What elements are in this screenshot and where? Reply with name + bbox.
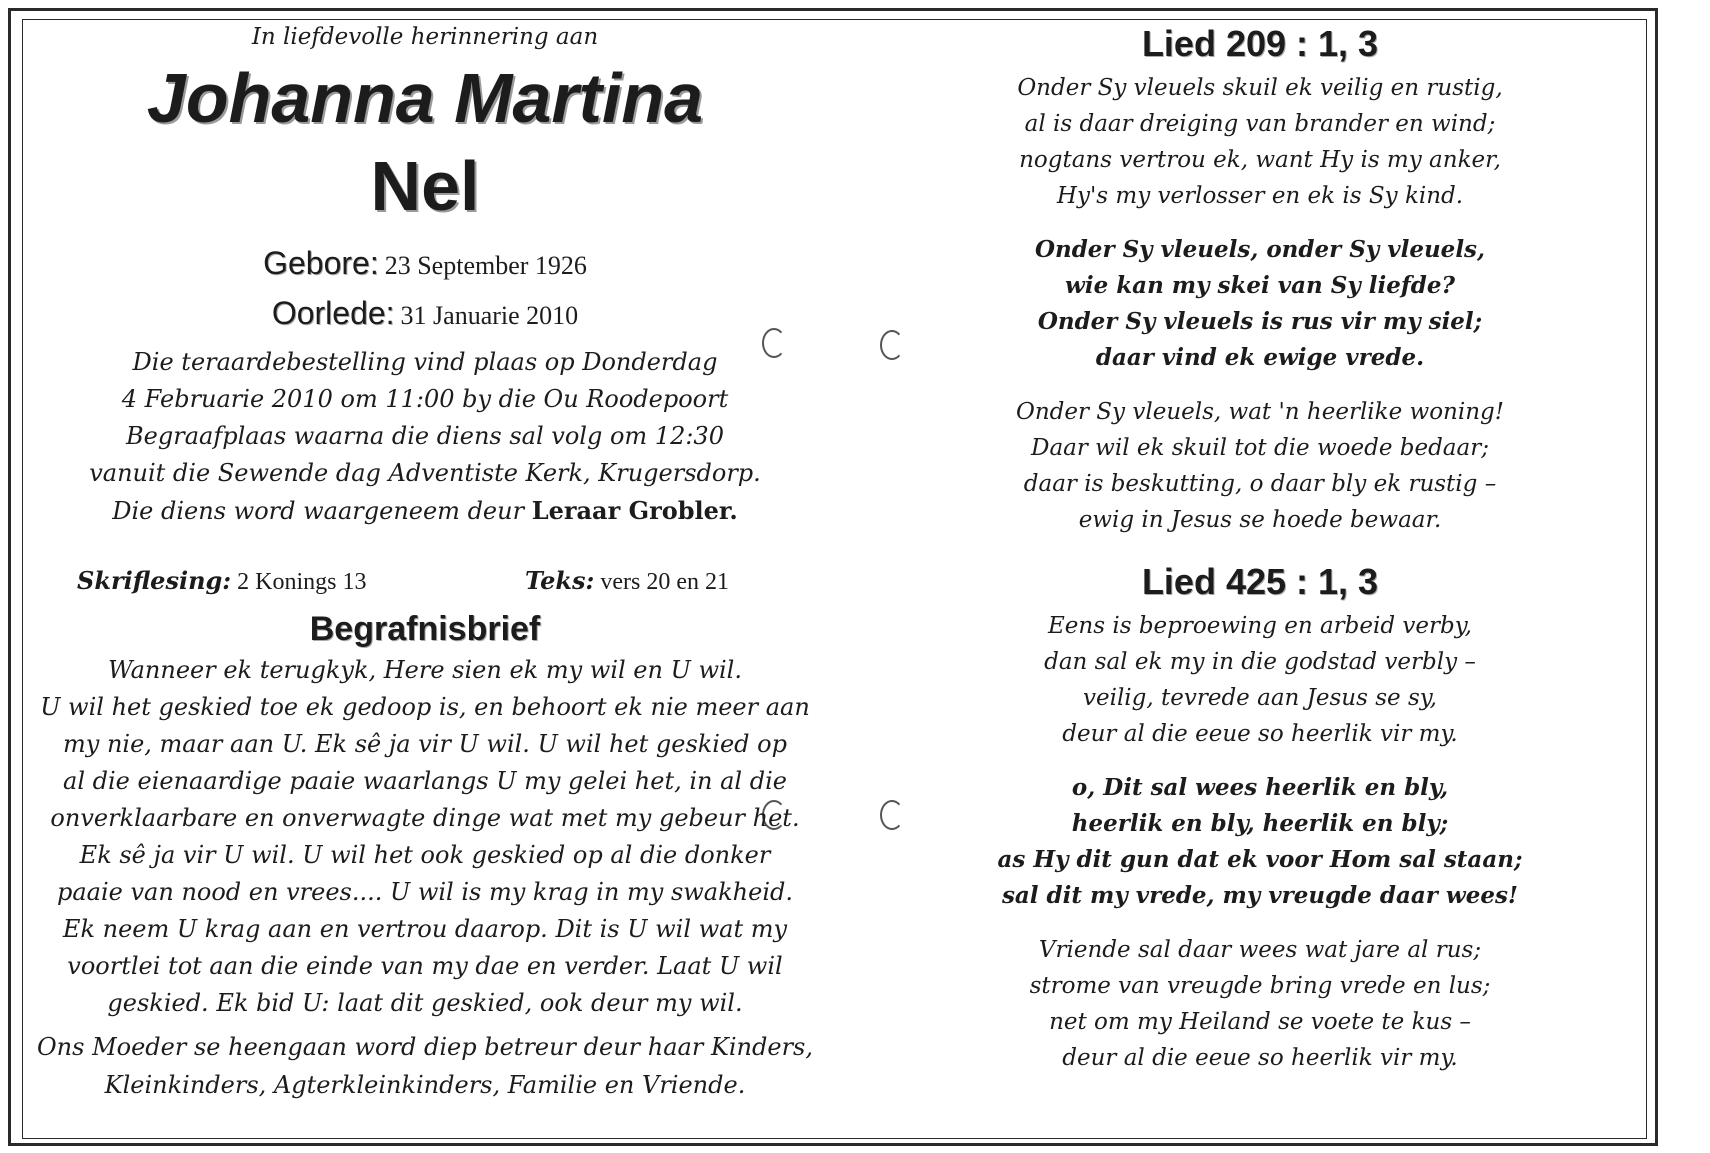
chorus-line: Onder Sy vleuels, onder Sy vleuels, — [1034, 236, 1486, 263]
letter-heading: Begrafnisbrief — [309, 610, 541, 648]
life-dates — [30, 238, 820, 338]
verse-line: strome van vreugde bring vrede en lus; — [1029, 973, 1491, 999]
letter-body — [30, 652, 820, 1022]
hymn-209 — [950, 18, 1570, 538]
chorus-line: o, Dit sal wees heerlik en bly, — [1071, 774, 1449, 801]
hymn-title: Lied 425 : 1, 3 — [1141, 561, 1379, 602]
readings — [30, 566, 820, 606]
verse-line: Eens is beproewing en arbeid verby, — [1048, 613, 1472, 639]
born-date: 23 September 1926 — [384, 251, 587, 280]
letter-line: paaie van nood en vrees.... U wil is my krag in my swakheid. — [57, 878, 793, 906]
chorus-line: sal dit my vrede, my vreugde daar wees! — [1001, 882, 1519, 909]
died-label: Oorlede: — [271, 295, 395, 331]
verse-line: net om my Heiland se voete te kus – — [1049, 1009, 1471, 1035]
service-line: 4 Februarie 2010 om 11:00 by die Ou Roodepoort — [121, 385, 729, 413]
verse-line: al is daar dreiging van brander en wind; — [1024, 111, 1496, 137]
closing-line: Kleinkinders, Agterkleinkinders, Familie en Vriende. — [104, 1071, 746, 1099]
letter-line: Ek sê ja vir U wil. U wil het ook geskied op al die donker — [79, 841, 771, 869]
deceased-surname: Nel — [370, 147, 480, 225]
scripture-value: 2 Konings 13 — [237, 569, 367, 595]
chorus-line: as Hy dit gun dat ek voor Hom sal staan; — [997, 846, 1523, 873]
hymn-chorus — [950, 232, 1570, 376]
letter-line: onverklaarbare en onverwagte dinge wat met my gebeur het. — [50, 804, 800, 832]
verse-line: daar is beskutting, o daar bly ek rustig – — [1023, 471, 1497, 497]
verse-line: ewig in Jesus se hoede bewaar. — [1078, 507, 1442, 533]
hymn-title: Lied 209 : 1, 3 — [1141, 23, 1379, 64]
letter-line: geskied. Ek bid U: laat dit geskied, ook deur my wil. — [107, 989, 743, 1017]
scripture-label: Skriflesing: — [77, 566, 232, 595]
verse-line: Vriende sal daar wees wat jare al rus; — [1038, 937, 1482, 963]
officiant-name: Leraar Grobler. — [531, 496, 738, 525]
verse-line: veilig, tevrede aan Jesus se sy, — [1082, 685, 1437, 711]
chorus-line: wie kan my skei van Sy liefde? — [1065, 272, 1455, 299]
deceased-first-names: Johanna Martina — [146, 59, 704, 137]
letter-line: voortlei tot aan die einde van my dae en verder. Laat U wil — [67, 952, 783, 980]
chorus-line: daar vind ek ewige vrede. — [1095, 344, 1425, 371]
officiated-prefix: Die diens word waargeneem deur — [112, 497, 525, 525]
verse-line: Onder Sy vleuels skuil ek veilig en rustig, — [1017, 75, 1503, 101]
hymn-stanza — [950, 70, 1570, 214]
service-line: Begraafplaas waarna die diens sal volg om 12:30 — [126, 422, 724, 450]
service-line: Die teraardebestelling vind plaas op Donderdag — [132, 348, 718, 376]
left-page — [30, 20, 820, 1104]
hymn-stanza — [950, 608, 1570, 752]
letter-line: Ek neem U krag aan en vertrou daarop. Dit is U wil wat my — [62, 915, 788, 943]
verse-line: deur al die eeue so heerlik vir my. — [1062, 721, 1458, 747]
service-details — [30, 344, 820, 530]
hymn-stanza — [950, 932, 1570, 1076]
punch-hole-right-bottom — [880, 800, 904, 830]
verse-line: Hy's my verlosser en ek is Sy kind. — [1056, 183, 1464, 209]
right-page — [950, 18, 1570, 1094]
text-reading — [525, 566, 729, 596]
verse-line: deur al die eeue so heerlik vir my. — [1062, 1045, 1458, 1071]
born-label: Gebore: — [263, 245, 379, 281]
chorus-line: Onder Sy vleuels is rus vir my siel; — [1037, 308, 1483, 335]
letter-line: Wanneer ek terugkyk, Here sien ek my wil en U wil. — [108, 656, 742, 684]
letter-line: al die eienaardige paaie waarlangs U my gelei het, in al die — [63, 767, 787, 795]
hymn-chorus — [950, 770, 1570, 914]
hymn-stanza — [950, 394, 1570, 538]
died-date: 31 Januarie 2010 — [400, 301, 579, 330]
in-memory-line: In liefdevolle herinnering aan — [251, 24, 599, 50]
verse-line: nogtans vertrou ek, want Hy is my anker, — [1019, 147, 1501, 173]
born-line — [30, 238, 820, 288]
verse-line: Onder Sy vleuels, wat 'n heerlike woning! — [1015, 399, 1505, 425]
closing-note — [30, 1028, 820, 1104]
text-value: vers 20 en 21 — [600, 569, 730, 595]
died-line — [30, 288, 820, 338]
letter-line: my nie, maar aan U. Ek sê ja vir U wil. U wil het geskied op — [63, 730, 787, 758]
verse-line: Daar wil ek skuil tot die woede bedaar; — [1031, 435, 1489, 461]
verse-line: dan sal ek my in die godstad verbly – — [1044, 649, 1476, 675]
hymn-425 — [950, 556, 1570, 1076]
closing-line: Ons Moeder se heengaan word diep betreur deur haar Kinders, — [37, 1033, 813, 1061]
scripture-reading — [77, 566, 367, 596]
punch-hole-right-top — [880, 330, 904, 360]
text-label: Teks: — [525, 566, 595, 595]
service-line: vanuit die Sewende dag Adventiste Kerk, Krugersdorp. — [89, 459, 761, 487]
letter-line: U wil het geskied toe ek gedoop is, en behoort ek nie meer aan — [40, 693, 810, 721]
service-officiated-line — [30, 492, 820, 530]
chorus-line: heerlik en bly, heerlik en bly; — [1071, 810, 1449, 837]
